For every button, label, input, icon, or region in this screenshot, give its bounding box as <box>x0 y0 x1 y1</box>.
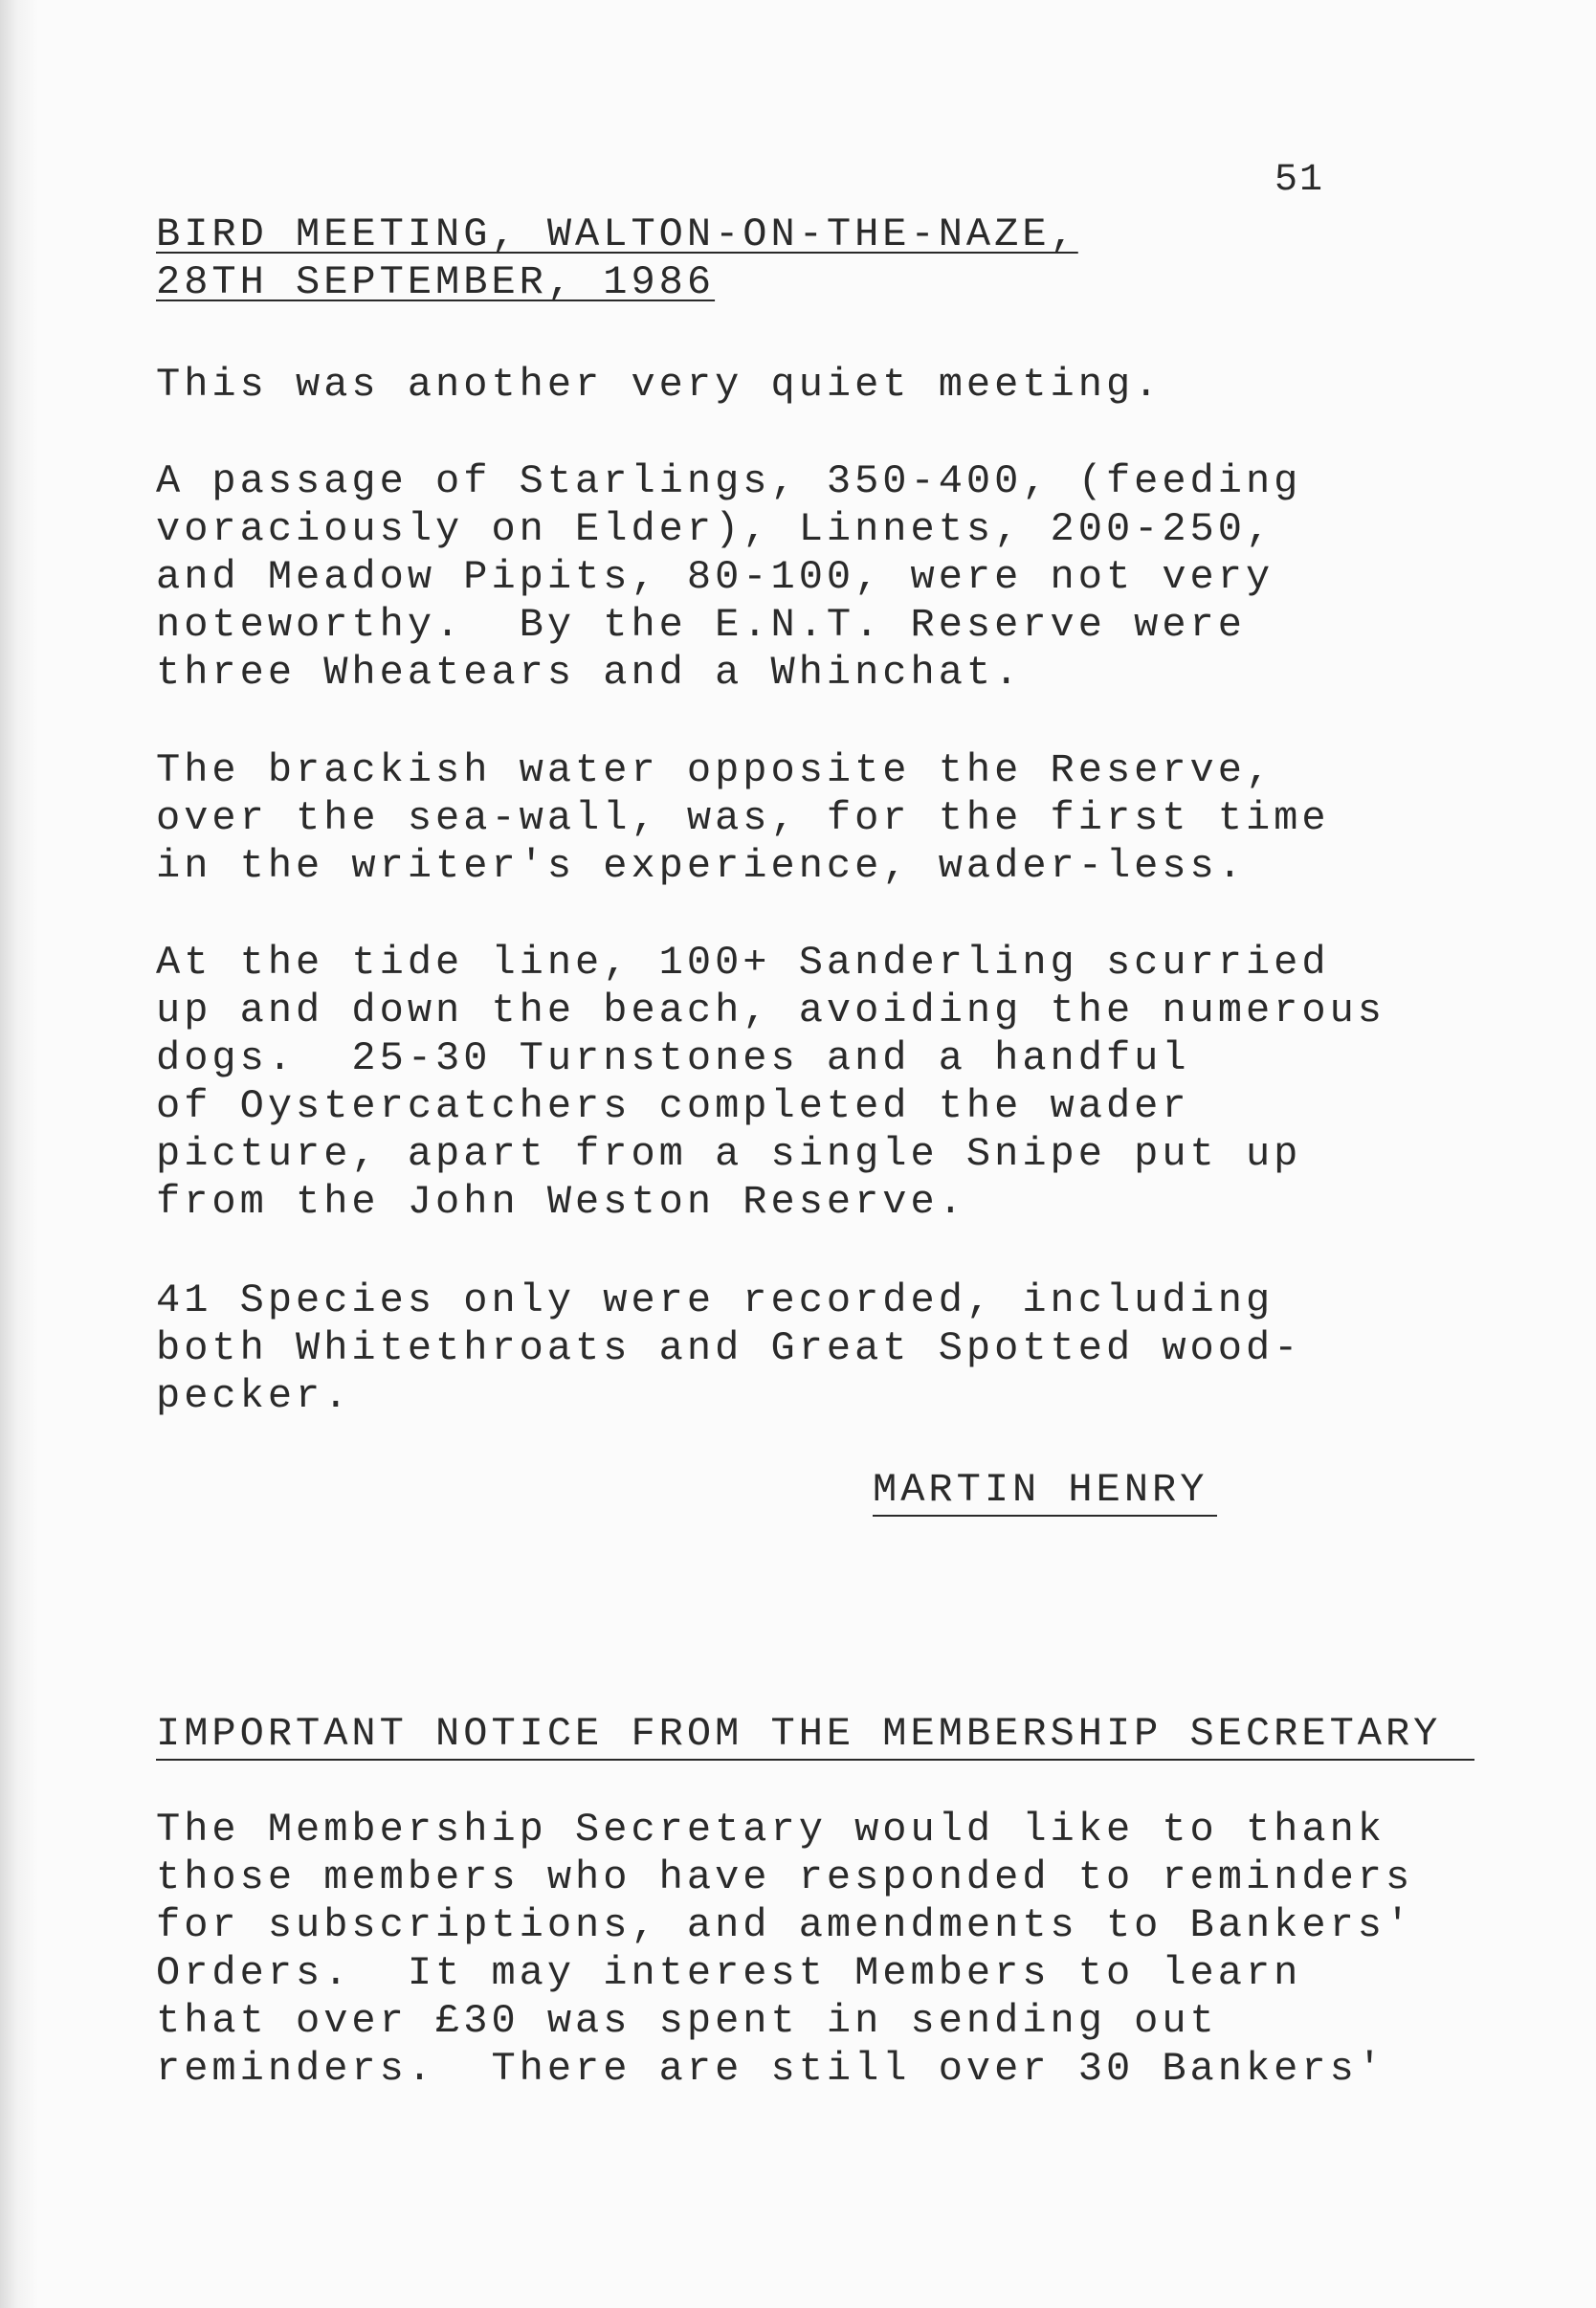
paragraph-line: Orders. It may interest Members to learn <box>156 1950 1302 1996</box>
paragraph-line: dogs. 25-30 Turnstones and a handful <box>156 1035 1190 1081</box>
paragraph-line: At the tide line, 100+ Sanderling scurried <box>156 940 1330 986</box>
paragraph-line: picture, apart from a single Snipe put up <box>156 1131 1302 1177</box>
page-number: 51 <box>1275 159 1325 202</box>
paragraph-line: three Wheatears and a Whinchat. <box>156 650 1023 696</box>
paragraph-line: pecker. <box>156 1373 352 1419</box>
paragraph-line: that over £30 was spent in sending out <box>156 1998 1218 2044</box>
paragraph-line: and Meadow Pipits, 80-100, were not very <box>156 554 1275 600</box>
article-paragraph-4 <box>156 939 1476 1226</box>
paragraph-line: The Membership Secretary would like to thank <box>156 1807 1385 1853</box>
paragraph-line: from the John Weston Reserve. <box>156 1179 966 1225</box>
paragraph-line: 41 Species only were recorded, including <box>156 1277 1275 1323</box>
paragraph-line: for subscriptions, and amendments to Bankers' <box>156 1902 1414 1948</box>
author-underline <box>873 1515 1217 1517</box>
paragraph-line: those members who have responded to reminders <box>156 1854 1414 1900</box>
article-paragraph-2 <box>156 457 1476 697</box>
paragraph-line: This was another very quiet meeting. <box>156 362 1163 408</box>
article-paragraph-5 <box>156 1276 1476 1420</box>
article-title-line-1: BIRD MEETING, WALTON-ON-THE-NAZE, <box>156 211 1078 257</box>
paragraph-line: voraciously on Elder), Linnets, 200-250, <box>156 506 1275 552</box>
paragraph-line: in the writer's experience, wader-less. <box>156 843 1246 889</box>
paragraph-line: noteworthy. By the E.N.T. Reserve were <box>156 602 1246 648</box>
notice-paragraph <box>156 1806 1476 2093</box>
notice-heading: IMPORTANT NOTICE FROM THE MEMBERSHIP SECRETARY <box>156 1711 1442 1757</box>
article-paragraph-3 <box>156 746 1476 890</box>
paragraph-line: The brackish water opposite the Reserve, <box>156 747 1275 793</box>
paragraph-line: reminders. There are still over 30 Bankers' <box>156 2046 1385 2092</box>
article-author: MARTIN HENRY <box>873 1467 1208 1513</box>
paragraph-line: up and down the beach, avoiding the numerous <box>156 988 1385 1033</box>
paragraph-line: both Whitethroats and Great Spotted wood- <box>156 1325 1302 1371</box>
paragraph-line: over the sea-wall, was, for the first time <box>156 795 1330 841</box>
article-title-line-2: 28TH SEPTEMBER, 1986 <box>156 259 716 305</box>
notice-heading-underline <box>156 1759 1474 1761</box>
article-paragraph-1 <box>156 361 1476 409</box>
paragraph-line: A passage of Starlings, 350-400, (feeding <box>156 458 1302 504</box>
paragraph-line: of Oystercatchers completed the wader <box>156 1083 1190 1129</box>
article-title <box>156 211 1476 306</box>
